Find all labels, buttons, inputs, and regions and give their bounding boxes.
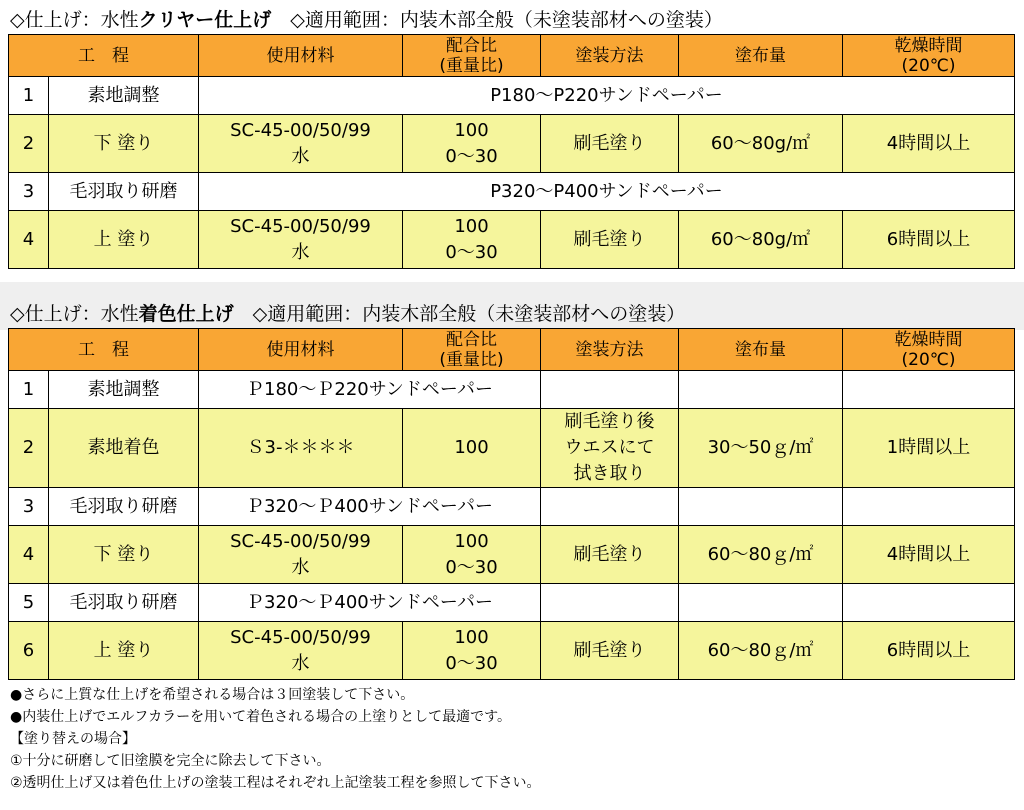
colored-finish-table [8, 328, 1015, 680]
table-row [9, 115, 1015, 173]
table-row [9, 526, 1015, 584]
table-header-row [9, 329, 1015, 371]
note-line: ●さらに上質な仕上げを希望される場合は３回塗装して下さい。 [10, 687, 415, 703]
step-ratio: 100 0～30 [403, 622, 541, 680]
step-process: 素地調整 [49, 77, 199, 115]
step-material: SC-45-00/50/99 水 [199, 211, 403, 269]
table-row [9, 371, 1015, 409]
header-amount: 塗布量 [679, 329, 843, 371]
note-line: ①十分に研磨して旧塗膜を完全に除去して下さい。 [10, 753, 331, 769]
header-process: 工 程 [9, 35, 199, 77]
step-ratio: 100 0～30 [403, 211, 541, 269]
table-row [9, 622, 1015, 680]
note-line: ②透明仕上げ又は着色仕上げの塗装工程はそれぞれ上記塗装工程を参照して下さい。 [10, 775, 541, 791]
header-material: 使用材料 [199, 329, 403, 371]
step-process: 毛羽取り研磨 [49, 173, 199, 211]
step-method: 刷毛塗り [541, 526, 679, 584]
table-row [9, 409, 1015, 488]
header-ratio: 配合比 (重量比) [403, 35, 541, 77]
step-material: SC-45-00/50/99 水 [199, 622, 403, 680]
table-row [9, 488, 1015, 526]
step-dry-time: 4時間以上 [843, 115, 1015, 173]
step-dry-time: 6時間以上 [843, 211, 1015, 269]
step-amount: 60～80ｇ/㎡ [679, 622, 843, 680]
step-number: 4 [9, 526, 49, 584]
step-material: SC-45-00/50/99 水 [199, 115, 403, 173]
step-method: 刷毛塗り [541, 115, 679, 173]
table-row [9, 584, 1015, 622]
step-process: 素地調整 [49, 371, 199, 409]
step-number: 2 [9, 409, 49, 488]
step-number: 6 [9, 622, 49, 680]
step-ratio: 100 0～30 [403, 526, 541, 584]
step-material: SC-45-00/50/99 水 [199, 526, 403, 584]
section1-title: ◇仕上げ：水性クリヤー仕上げ ◇適用範囲：内装木部全般（未塗装部材への塗装） [10, 9, 723, 31]
step-process: 上 塗り [49, 622, 199, 680]
step-number: 3 [9, 173, 49, 211]
step-process: 素地着色 [49, 409, 199, 488]
header-amount: 塗布量 [679, 35, 843, 77]
note-heading: 【塗り替えの場合】 [10, 731, 136, 747]
step-number: 3 [9, 488, 49, 526]
step-number: 1 [9, 371, 49, 409]
step-material: Ｐ320～Ｐ400サンドペーパー [199, 488, 541, 526]
step-method: 刷毛塗り [541, 211, 679, 269]
step-dry-time: 1時間以上 [843, 409, 1015, 488]
step-amount: 60～80g/㎡ [679, 115, 843, 173]
step-number: 5 [9, 584, 49, 622]
step-process: 毛羽取り研磨 [49, 584, 199, 622]
step-number: 2 [9, 115, 49, 173]
step-material: P320～P400サンドペーパー [199, 173, 1015, 211]
section2-title: ◇仕上げ：水性着色仕上げ ◇適用範囲：内装木部全般（未塗装部材への塗装） [10, 303, 686, 325]
step-process: 上 塗り [49, 211, 199, 269]
table-row [9, 77, 1015, 115]
table-row [9, 211, 1015, 269]
step-number: 4 [9, 211, 49, 269]
step-material: Ｐ180～Ｐ220サンドペーパー [199, 371, 541, 409]
header-dry-time: 乾燥時間 (20℃) [843, 35, 1015, 77]
header-ratio: 配合比 (重量比) [403, 329, 541, 371]
table-header-row [9, 35, 1015, 77]
step-dry-time: 6時間以上 [843, 622, 1015, 680]
step-material: Ｐ320～Ｐ400サンドペーパー [199, 584, 541, 622]
step-method: 刷毛塗り [541, 622, 679, 680]
step-method: 刷毛塗り後 ウエスにて 拭き取り [541, 409, 679, 488]
header-method: 塗装方法 [541, 35, 679, 77]
step-ratio: 100 [403, 409, 541, 488]
step-dry-time: 4時間以上 [843, 526, 1015, 584]
step-amount: 30～50ｇ/㎡ [679, 409, 843, 488]
step-material: Ｓ3-＊＊＊＊ [199, 409, 403, 488]
step-process: 毛羽取り研磨 [49, 488, 199, 526]
step-amount: 60～80g/㎡ [679, 211, 843, 269]
step-number: 1 [9, 77, 49, 115]
step-amount: 60～80ｇ/㎡ [679, 526, 843, 584]
step-ratio: 100 0～30 [403, 115, 541, 173]
notes [10, 684, 541, 794]
header-process: 工 程 [9, 329, 199, 371]
header-material: 使用材料 [199, 35, 403, 77]
step-process: 下 塗り [49, 526, 199, 584]
step-process: 下 塗り [49, 115, 199, 173]
clear-finish-table [8, 34, 1015, 269]
note-line: ●内装仕上げでエルフカラーを用いて着色される場合の上塗りとして最適です。 [10, 709, 511, 725]
header-method: 塗装方法 [541, 329, 679, 371]
step-material: P180～P220サンドペーパー [199, 77, 1015, 115]
table-row [9, 173, 1015, 211]
header-dry-time: 乾燥時間 (20℃) [843, 329, 1015, 371]
